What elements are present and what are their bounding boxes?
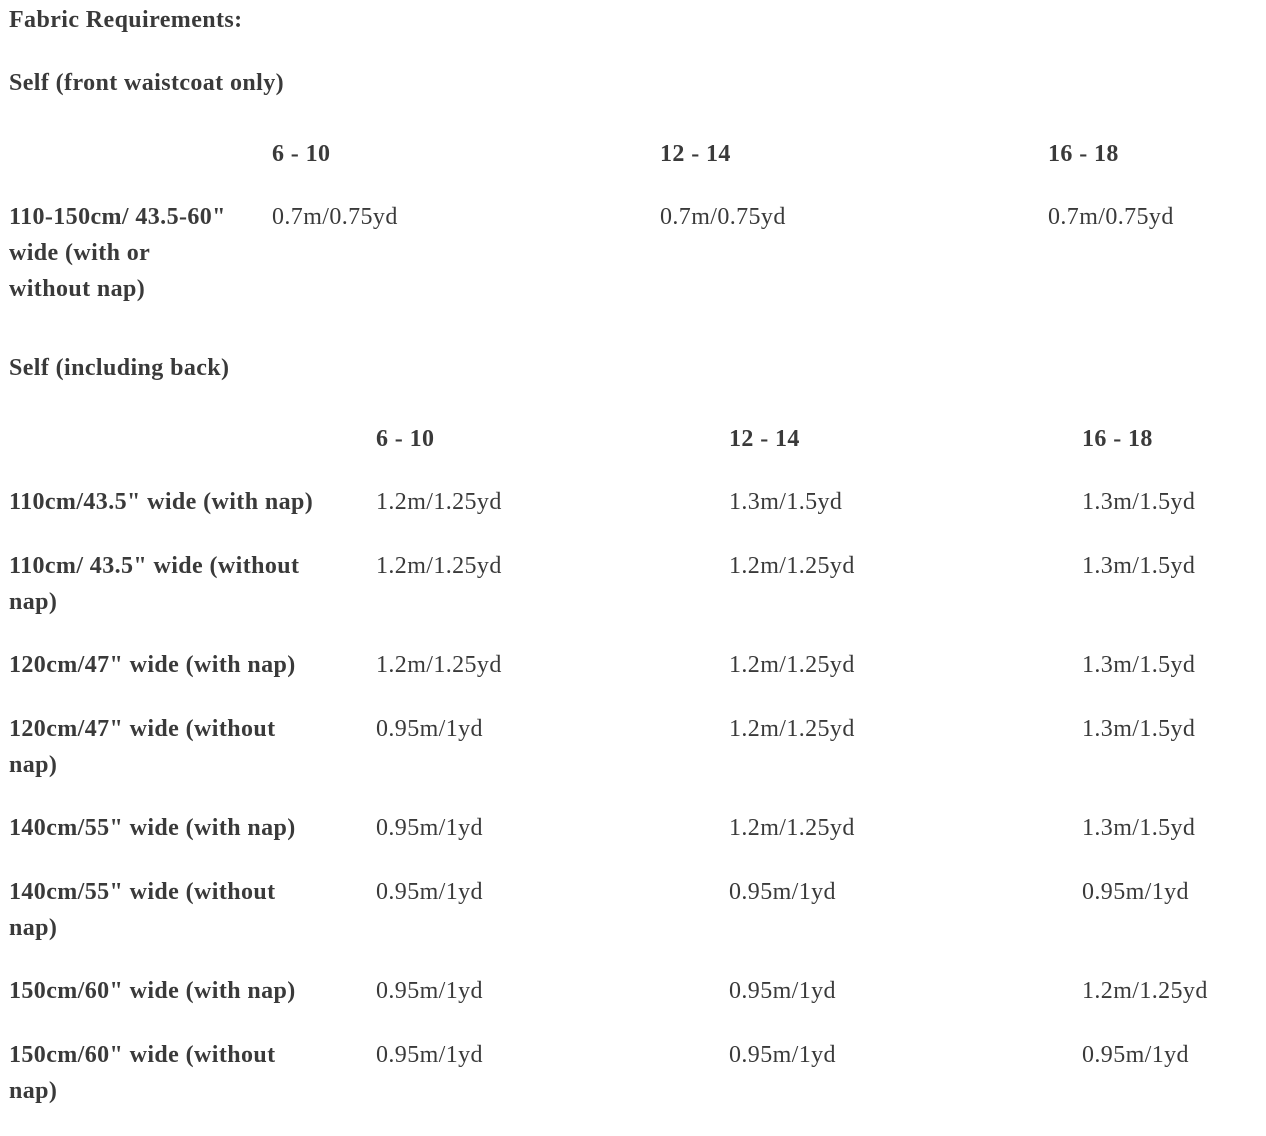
table-row bbox=[9, 810, 1259, 874]
column-header-size: 16 - 18 bbox=[1048, 141, 1119, 167]
table-cell: 0.7m/0.75yd bbox=[272, 204, 398, 230]
row-label-line: nap) bbox=[9, 589, 58, 615]
table-row bbox=[9, 711, 1259, 810]
row-label-line: 110-150cm/ 43.5-60" bbox=[9, 204, 226, 230]
row-label bbox=[9, 810, 376, 874]
column-header-blank bbox=[9, 421, 376, 484]
table-row bbox=[9, 199, 1259, 307]
table-row bbox=[9, 548, 1259, 647]
fabric-table-including-back bbox=[9, 421, 1259, 1136]
table-cell: 1.3m/1.5yd bbox=[729, 489, 843, 515]
row-label-line: nap) bbox=[9, 752, 58, 778]
row-label bbox=[9, 874, 376, 973]
table-cell: 0.95m/1yd bbox=[376, 1042, 483, 1068]
row-label-line: 110cm/43.5" wide (with nap) bbox=[9, 489, 314, 515]
table-cell: 1.3m/1.5yd bbox=[1082, 489, 1196, 515]
column-header-size: 6 - 10 bbox=[376, 426, 435, 452]
table-cell: 0.7m/0.75yd bbox=[660, 204, 786, 230]
table-cell: 0.95m/1yd bbox=[1082, 1042, 1189, 1068]
table-cell: 1.3m/1.5yd bbox=[1082, 815, 1196, 841]
table-cell: 1.2m/1.25yd bbox=[729, 815, 855, 841]
table-header-row bbox=[9, 136, 1259, 199]
column-header-size: 12 - 14 bbox=[660, 141, 731, 167]
table-cell: 1.2m/1.25yd bbox=[1082, 978, 1208, 1004]
table-cell: 1.3m/1.5yd bbox=[1082, 716, 1196, 742]
row-label bbox=[9, 647, 376, 711]
row-label-line: 140cm/55" wide (without bbox=[9, 879, 276, 905]
row-label bbox=[9, 711, 376, 810]
column-header-size: 6 - 10 bbox=[272, 141, 331, 167]
column-header-blank bbox=[9, 136, 272, 199]
table-cell: 0.95m/1yd bbox=[729, 879, 836, 905]
table-cell: 1.2m/1.25yd bbox=[376, 652, 502, 678]
column-header-size: 12 - 14 bbox=[729, 426, 800, 452]
table-cell: 0.95m/1yd bbox=[729, 1042, 836, 1068]
row-label-line: 150cm/60" wide (with nap) bbox=[9, 978, 296, 1004]
table-cell: 0.95m/1yd bbox=[376, 716, 483, 742]
table-row bbox=[9, 647, 1259, 711]
row-label-line: 150cm/60" wide (without bbox=[9, 1042, 276, 1068]
row-label-line: 120cm/47" wide (without bbox=[9, 716, 276, 742]
row-label-line: wide (with or bbox=[9, 240, 151, 266]
section-heading-front-waistcoat: Self (front waistcoat only) bbox=[9, 70, 284, 96]
table-cell: 1.3m/1.5yd bbox=[1082, 553, 1196, 579]
row-label bbox=[9, 199, 272, 307]
table-cell: 0.95m/1yd bbox=[376, 815, 483, 841]
row-label bbox=[9, 1037, 376, 1136]
table-header-row bbox=[9, 421, 1259, 484]
row-label-line: without nap) bbox=[9, 276, 146, 302]
table-cell: 0.95m/1yd bbox=[376, 879, 483, 905]
table-cell: 1.2m/1.25yd bbox=[376, 489, 502, 515]
table-cell: 1.3m/1.5yd bbox=[1082, 652, 1196, 678]
row-label-line: nap) bbox=[9, 1078, 58, 1104]
row-label bbox=[9, 548, 376, 647]
row-label-line: nap) bbox=[9, 915, 58, 941]
page-title: Fabric Requirements: bbox=[9, 7, 243, 33]
table-cell: 0.95m/1yd bbox=[376, 978, 483, 1004]
fabric-table-front-waistcoat bbox=[9, 136, 1259, 307]
table-cell: 0.95m/1yd bbox=[729, 978, 836, 1004]
table-row bbox=[9, 1037, 1259, 1136]
table-cell: 1.2m/1.25yd bbox=[729, 716, 855, 742]
table-row bbox=[9, 484, 1259, 548]
row-label bbox=[9, 484, 376, 548]
table-row bbox=[9, 973, 1259, 1037]
section-heading-including-back: Self (including back) bbox=[9, 355, 230, 381]
row-label-line: 140cm/55" wide (with nap) bbox=[9, 815, 296, 841]
table-cell: 0.95m/1yd bbox=[1082, 879, 1189, 905]
row-label bbox=[9, 973, 376, 1037]
column-header-size: 16 - 18 bbox=[1082, 426, 1153, 452]
row-label-line: 120cm/47" wide (with nap) bbox=[9, 652, 296, 678]
table-cell: 0.7m/0.75yd bbox=[1048, 204, 1174, 230]
table-row bbox=[9, 874, 1259, 973]
table-cell: 1.2m/1.25yd bbox=[729, 553, 855, 579]
table-cell: 1.2m/1.25yd bbox=[729, 652, 855, 678]
table-cell: 1.2m/1.25yd bbox=[376, 553, 502, 579]
row-label-line: 110cm/ 43.5" wide (without bbox=[9, 553, 300, 579]
